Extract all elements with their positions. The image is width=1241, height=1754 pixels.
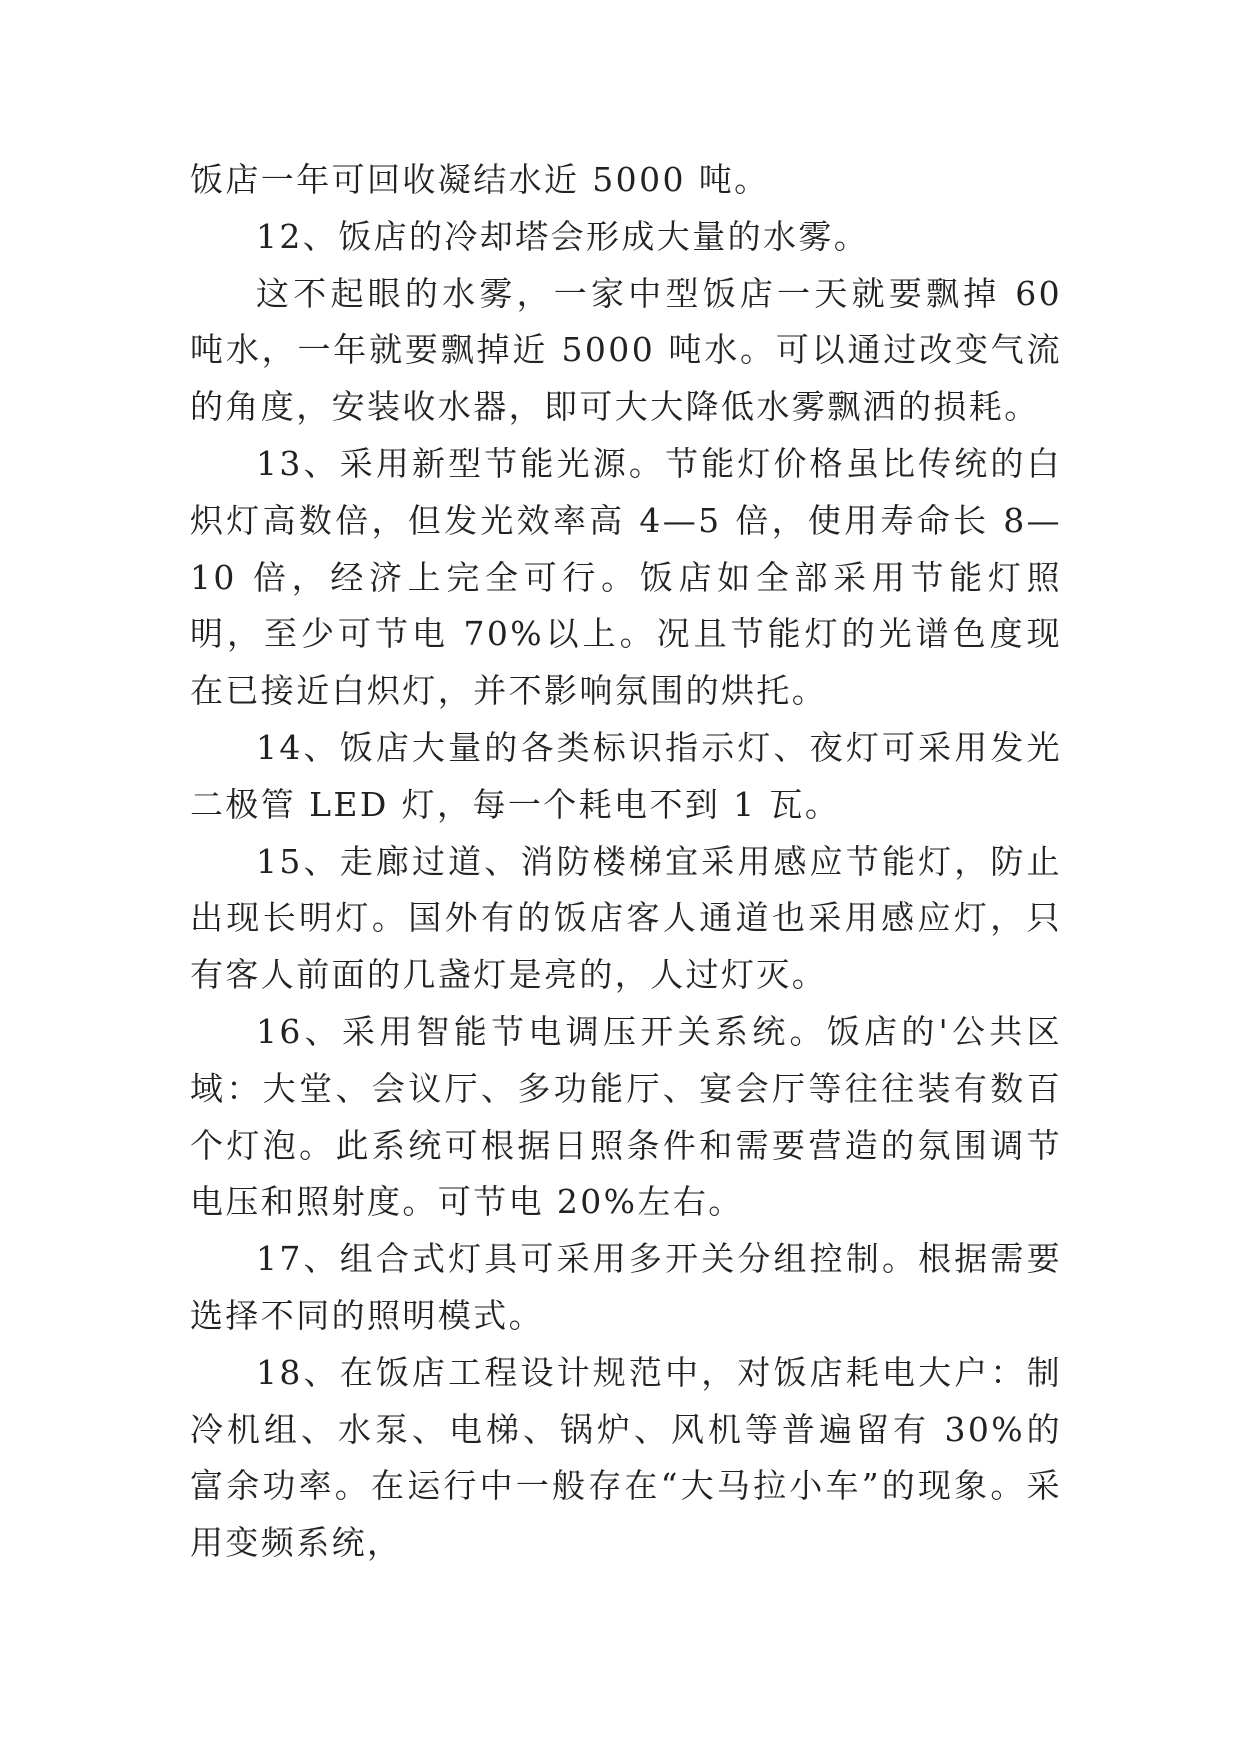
paragraph-1: 饭店一年可回收凝结水近 5000 吨。	[190, 160, 770, 199]
paragraph-9: 18、在饭店工程设计规范中，对饭店耗电大户：制冷机组、水泵、电梯、锅炉、风机等普遍留有 30%的富余功率。在运行中一般存在“大马拉小车”的现象。采用变频系统，	[190, 1352, 1062, 1563]
paragraph-6: 15、走廊过道、消防楼梯宜采用感应节能灯，防止出现长明灯。国外有的饭店客人通道也采用感应灯，只有客人前面的几盏灯是亮的，人过灯灭。	[190, 841, 1062, 995]
paragraph-4: 13、采用新型节能光源。节能灯价格虽比传统的白炽灯高数倍，但发光效率高 4—5 倍，使用寿命长 8—10 倍，经济上完全可行。饭店如全部采用节能灯照明，至少可节电 70%以上。况且节能灯的光谱色度现在已接近白炽灯，并不影响氛围的烘托。	[190, 443, 1062, 711]
paragraph-8: 17、组合式灯具可采用多开关分组控制。根据需要选择不同的照明模式。	[190, 1239, 1062, 1335]
paragraph-3: 这不起眼的水雾，一家中型饭店一天就要飘掉 60 吨水，一年就要飘掉近 5000 吨水。可以通过改变气流的角度，安装收水器，即可大大降低水雾飘洒的损耗。	[190, 273, 1062, 427]
paragraph-5: 14、饭店大量的各类标识指示灯、夜灯可采用发光二极管 LED 灯，每一个耗电不到 1 瓦。	[190, 727, 1062, 824]
paragraph-2: 12、饭店的冷却塔会形成大量的水雾。	[256, 216, 870, 256]
paragraph-7: 16、采用智能节电调压开关系统。饭店的'公共区域：大堂、会议厅、多功能厅、宴会厅等往往装有数百个灯泡。此系统可根据日照条件和需要营造的氛围调节电压和照射度。可节电 20%左右。	[190, 1011, 1062, 1222]
document-body	[190, 152, 1062, 1572]
